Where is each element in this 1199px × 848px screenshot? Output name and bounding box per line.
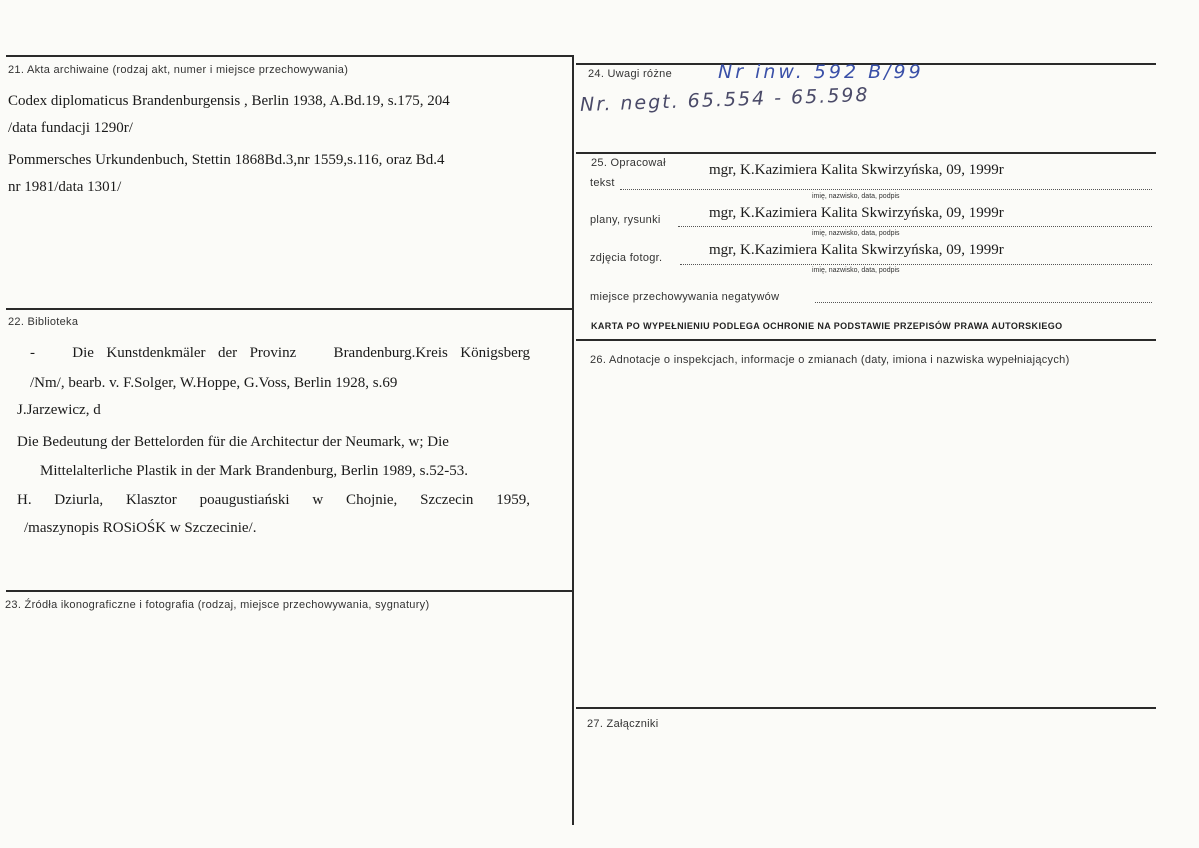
library-line-4: Die Bedeutung der Bettelorden für die Architectur der Neumark, w; Die <box>17 434 449 450</box>
archive-line-4: nr 1981/data 1301/ <box>8 179 122 195</box>
zdjecia-caption: imię, nazwisko, data, podpis <box>812 267 900 274</box>
plany-value: mgr, K.Kazimiera Kalita Skwirzyńska, 09, 1999r <box>709 205 1004 221</box>
library-line-2: /Nm/, bearb. v. F.Solger, W.Hoppe, G.Voss, Berlin 1928, s.69 <box>30 375 398 391</box>
section-25-label: 25. Opracował <box>591 157 666 169</box>
plany-label: plany, rysunki <box>590 214 661 226</box>
archive-line-3: Pommersches Urkundenbuch, Stettin 1868Bd.3,nr 1559,s.116, oraz Bd.4 <box>8 152 445 168</box>
copyright-notice: KARTA PO WYPEŁNIENIU PODLEGA OCHRONIE NA PODSTAWIE PRZEPISÓW PRAWA AUTORSKIEGO <box>591 321 1063 331</box>
top-border-line <box>6 55 572 57</box>
divider-26-27 <box>576 707 1156 709</box>
plany-dotted-line <box>678 226 1152 227</box>
tekst-dotted-line <box>620 189 1152 190</box>
section-21-label: 21. Akta archiwaine (rodzaj akt, numer i miejsce przechowywania) <box>8 64 349 76</box>
section-22-label: 22. Biblioteka <box>8 316 79 328</box>
tekst-label: tekst <box>590 177 615 189</box>
zdjecia-label: zdjęcia fotogr. <box>590 252 663 264</box>
negatywy-dotted-line <box>815 302 1152 303</box>
divider-22-23 <box>6 590 572 592</box>
negatywy-label: miejsce przechowywania negatywów <box>590 291 780 303</box>
section-24-label: 24. Uwagi różne <box>588 68 672 80</box>
inventory-number-handwritten: Nr inw. 592 B/99 <box>718 61 924 83</box>
negative-numbers-handwritten: Nr. negt. 65.554 - 65.598 <box>579 83 870 117</box>
section-23-label: 23. Źródła ikonograficzne i fotografia (rodzaj, miejsce przechowywania, sygnatury) <box>5 599 430 611</box>
archive-line-2: /data fundacji 1290r/ <box>8 120 133 136</box>
zdjecia-dotted-line <box>680 264 1152 265</box>
zdjecia-value: mgr, K.Kazimiera Kalita Skwirzyńska, 09, 1999r <box>709 242 1004 258</box>
divider-25-26 <box>576 339 1156 341</box>
library-line-5: Mittelalterliche Plastik in der Mark Brandenburg, Berlin 1989, s.52-53. <box>40 463 468 479</box>
library-line-1: - Die Kunstdenkmäler der Provinz Brandenburg.Kreis Königsberg <box>30 345 530 361</box>
archive-line-1: Codex diplomaticus Brandenburgensis , Berlin 1938, A.Bd.19, s.175, 204 <box>8 93 450 109</box>
section-26-label: 26. Adnotacje o inspekcjach, informacje o zmianach (daty, imiona i nazwiska wypełniających) <box>590 354 1070 366</box>
tekst-caption: imię, nazwisko, data, podpis <box>812 193 900 200</box>
divider-24-25 <box>576 152 1156 154</box>
library-line-7: /maszynopis ROSiOŚK w Szczecinie/. <box>24 520 257 536</box>
center-divider <box>572 55 574 825</box>
library-line-3: J.Jarzewicz, d <box>17 402 101 418</box>
plany-caption: imię, nazwisko, data, podpis <box>812 230 900 237</box>
tekst-value: mgr, K.Kazimiera Kalita Skwirzyńska, 09, 1999r <box>709 162 1004 178</box>
section-27-label: 27. Załączniki <box>587 718 659 730</box>
library-line-6: H. Dziurla, Klasztor poaugustiański w Chojnie, Szczecin 1959, <box>17 492 530 508</box>
divider-21-22 <box>6 308 572 310</box>
